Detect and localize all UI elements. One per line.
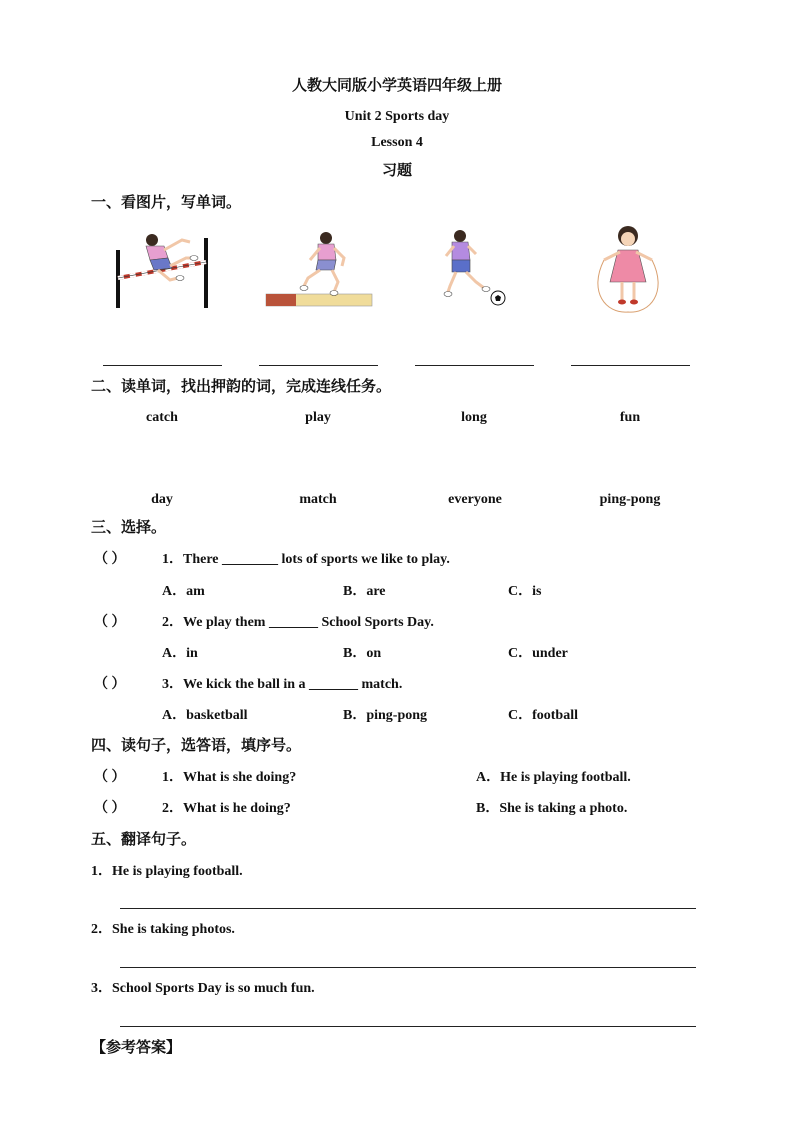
translate-sentence: 1．He is playing football. xyxy=(91,864,243,879)
top-word-fun[interactable]: fun xyxy=(619,410,641,425)
document-title: 人教大同版小学英语四年级上册 xyxy=(291,78,502,94)
lesson-title: Lesson 4 xyxy=(371,135,423,150)
question-stem: 1．There ________ lots of sports we like to play. xyxy=(162,552,450,567)
answer-paren[interactable]: （ ） xyxy=(94,552,126,567)
answer-paren[interactable]: （ ） xyxy=(94,770,126,785)
translation-answer-line[interactable] xyxy=(120,967,696,968)
bottom-word-day[interactable]: day xyxy=(151,492,173,507)
answer-paren[interactable]: （ ） xyxy=(94,677,126,692)
section5-heading: 五、翻译句子。 xyxy=(91,832,197,848)
section2-heading: 二、读单词，找出押韵的词，完成连线任务。 xyxy=(91,379,392,395)
option-c[interactable]: C．under xyxy=(508,646,568,661)
bottom-word-ping-pong[interactable]: ping-pong xyxy=(599,492,661,507)
option-b[interactable]: B．on xyxy=(343,646,382,661)
question-stem: 3．We kick the ball in a _______ match. xyxy=(162,677,403,692)
answer-paren[interactable]: （ ） xyxy=(94,801,126,816)
top-word-long[interactable]: long xyxy=(461,410,487,425)
question-text: 1．What is she doing? xyxy=(162,770,297,785)
option-b[interactable]: B．are xyxy=(343,584,386,599)
jump-rope-icon xyxy=(586,222,670,314)
picture2-answer-blank[interactable] xyxy=(259,365,378,366)
exercise-label: 习题 xyxy=(381,163,412,179)
question-stem: 2．We play them _______ School Sports Day. xyxy=(162,615,434,630)
option-a[interactable]: A．am xyxy=(162,584,205,599)
bottom-word-match[interactable]: match xyxy=(299,492,337,507)
bottom-word-everyone[interactable]: everyone xyxy=(448,492,502,507)
translation-answer-line[interactable] xyxy=(120,1026,696,1027)
unit-title: Unit 2 Sports day xyxy=(344,109,450,124)
picture4-answer-blank[interactable] xyxy=(571,365,690,366)
answer-key-heading: 【参考答案】 xyxy=(91,1040,182,1056)
section4-heading: 四、读句子，选答语，填序号。 xyxy=(91,738,302,754)
section3-heading: 三、选择。 xyxy=(91,520,167,536)
long-jump-icon xyxy=(262,228,374,310)
option-a[interactable]: A．in xyxy=(162,646,198,661)
top-word-catch[interactable]: catch xyxy=(146,410,178,425)
picture3-answer-blank[interactable] xyxy=(415,365,534,366)
answer-option: B．She is taking a photo. xyxy=(476,801,628,816)
translation-answer-line[interactable] xyxy=(120,908,696,909)
option-c[interactable]: C．football xyxy=(508,708,578,723)
translate-sentence: 2．She is taking photos. xyxy=(91,922,235,937)
football-icon xyxy=(432,226,512,310)
option-a[interactable]: A．basketball xyxy=(162,708,248,723)
picture1-answer-blank[interactable] xyxy=(103,365,222,366)
answer-paren[interactable]: （ ） xyxy=(94,615,126,630)
answer-option: A．He is playing football. xyxy=(476,770,631,785)
top-word-play[interactable]: play xyxy=(305,410,331,425)
option-c[interactable]: C．is xyxy=(508,584,542,599)
section1-heading: 一、看图片，写单词。 xyxy=(91,195,242,211)
question-text: 2．What is he doing? xyxy=(162,801,291,816)
translate-sentence: 3．School Sports Day is so much fun. xyxy=(91,981,315,996)
high-jump-icon xyxy=(110,228,220,310)
option-b[interactable]: B．ping-pong xyxy=(343,708,428,723)
